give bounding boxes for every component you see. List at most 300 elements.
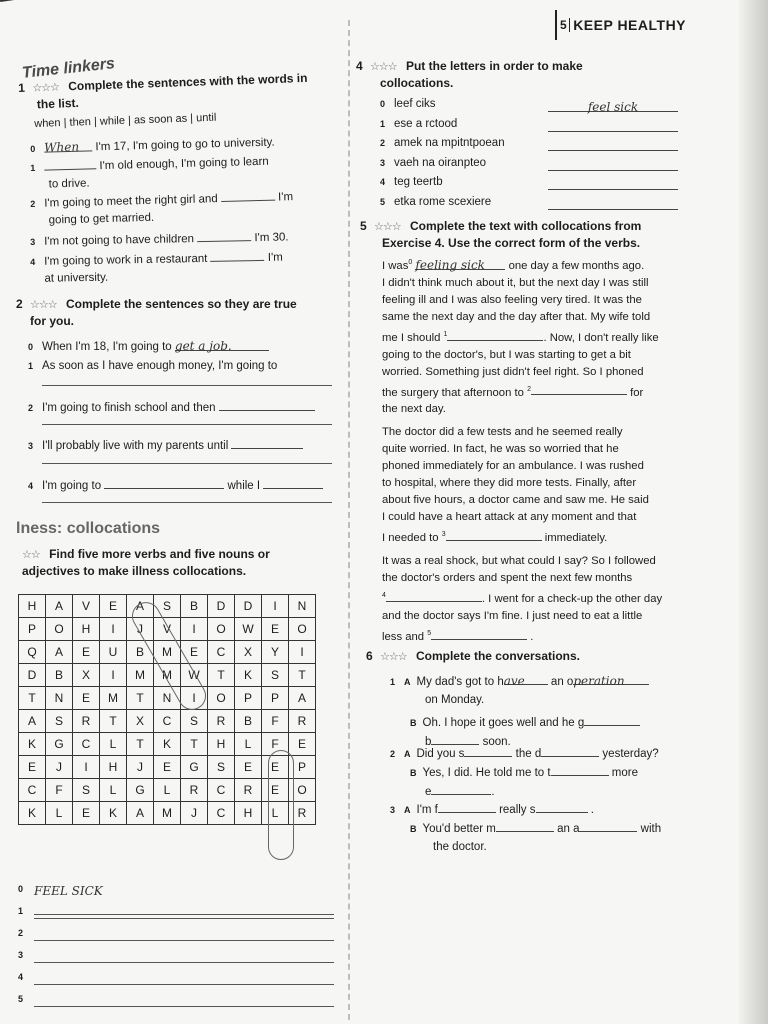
sentence-text: I'm going to finish school and then xyxy=(42,402,216,414)
grid-cell[interactable]: J xyxy=(127,756,154,779)
grid-cell[interactable]: S xyxy=(262,664,289,687)
answer-blank[interactable] xyxy=(548,118,678,132)
exercise-number: 4 xyxy=(356,59,363,73)
grid-cell[interactable]: P xyxy=(19,618,46,641)
answer-blank[interactable] xyxy=(548,157,678,171)
gap-number: 5 xyxy=(427,629,432,637)
grid-cell[interactable]: B xyxy=(46,664,73,687)
text: . I went for a check-up the other day xyxy=(481,592,663,605)
text-line xyxy=(382,625,722,646)
item-number: 0 xyxy=(30,143,36,154)
answer-blank[interactable] xyxy=(210,248,264,262)
grid-cell[interactable]: T xyxy=(127,733,154,756)
answer-blank[interactable] xyxy=(447,328,543,341)
grid-cell[interactable]: S xyxy=(208,756,235,779)
speaker-a: A xyxy=(404,805,411,815)
answer-blank[interactable] xyxy=(446,528,542,541)
answer-line[interactable] xyxy=(34,1006,334,1007)
answer-blank[interactable] xyxy=(541,744,599,757)
sentence-text: I'm xyxy=(277,191,294,204)
grid-cell[interactable]: C xyxy=(154,710,181,733)
text: . xyxy=(590,804,594,816)
sentence-text: As soon as I have enough money, I'm going to xyxy=(42,360,278,372)
answer-blank[interactable] xyxy=(584,713,640,726)
grid-cell[interactable]: M xyxy=(100,687,127,710)
item-number: 4 xyxy=(30,256,36,267)
grid-cell[interactable]: B xyxy=(181,595,208,618)
answer-blank[interactable] xyxy=(263,476,323,489)
item-number: 3 xyxy=(390,805,396,815)
answer-blank[interactable] xyxy=(548,196,678,210)
grid-cell[interactable]: P xyxy=(235,687,262,710)
grid-cell[interactable]: S xyxy=(73,779,100,802)
grid-cell[interactable]: T xyxy=(100,710,127,733)
grid-cell[interactable]: W xyxy=(181,664,208,687)
grid-cell[interactable]: C xyxy=(208,802,235,825)
answer-blank[interactable] xyxy=(231,436,303,449)
answer-line[interactable] xyxy=(42,385,332,386)
answer-number: 1 xyxy=(18,906,24,916)
exercise-4-heading xyxy=(356,58,686,91)
grid-cell[interactable]: M xyxy=(127,664,154,687)
item-number: 0 xyxy=(28,342,34,352)
answer-line[interactable] xyxy=(34,884,334,915)
answer-blank[interactable] xyxy=(464,744,512,757)
grid-cell[interactable]: B xyxy=(235,710,262,733)
grid-cell[interactable]: M xyxy=(154,802,181,825)
instruction-cont: for you. xyxy=(30,314,74,328)
gap-number: 4 xyxy=(382,592,386,600)
item-number: 1 xyxy=(30,162,36,173)
difficulty-stars: ☆☆☆ xyxy=(370,61,397,73)
grid-cell[interactable]: E xyxy=(73,687,100,710)
grid-cell[interactable]: K xyxy=(19,733,46,756)
gap-number: 0 xyxy=(408,259,413,266)
ex1-item-4 xyxy=(30,248,283,288)
text: one day a few months ago. xyxy=(508,259,645,272)
grid-cell[interactable]: L xyxy=(154,779,181,802)
text-line: going to the doctor's, but I was starting to get a bit xyxy=(382,348,631,361)
grid-cell[interactable]: H xyxy=(19,595,46,618)
grid-cell[interactable]: M xyxy=(154,641,181,664)
grid-cell[interactable]: R xyxy=(181,779,208,802)
instruction: Complete the text with collocations from xyxy=(409,219,642,233)
text: I was xyxy=(382,259,409,272)
scrambled-letters: amek na mpitntpoean xyxy=(394,137,505,149)
grid-cell[interactable]: I xyxy=(100,664,127,687)
answer-line[interactable] xyxy=(34,918,334,919)
text: Did you s xyxy=(416,748,465,760)
handwritten-answer: feel sick xyxy=(587,100,639,114)
conversation-1 xyxy=(390,672,720,751)
text-line: phoned immediately for an ambulance. I was rushed xyxy=(382,460,644,473)
answer-line[interactable] xyxy=(42,502,332,503)
exercise-2-heading xyxy=(16,296,336,329)
sentence-text: I'm 17, I'm going to go to university. xyxy=(95,136,275,154)
ex2-item-1 xyxy=(28,358,277,375)
page-corner-line xyxy=(0,0,60,2)
speaker-b: B xyxy=(410,824,417,834)
answer-blank[interactable] xyxy=(44,138,92,155)
item-number: 3 xyxy=(30,236,36,247)
answer-blank[interactable] xyxy=(44,156,96,170)
answer-blank[interactable] xyxy=(104,476,224,489)
grid-cell[interactable]: R xyxy=(73,710,100,733)
grid-cell[interactable]: P xyxy=(289,756,316,779)
answer-blank[interactable] xyxy=(548,137,678,151)
text-line: worried. Something just didn't feel right. So I phoned xyxy=(382,365,644,378)
grid-cell[interactable]: G xyxy=(181,756,208,779)
text: I needed to xyxy=(382,532,439,545)
handwritten-answer: get a job. xyxy=(174,339,232,353)
text: more xyxy=(611,767,638,779)
word-list-item: as soon as xyxy=(133,112,188,127)
sentence-text: I'm 30. xyxy=(254,231,289,245)
grid-cell[interactable]: E xyxy=(262,779,289,802)
speaker-b: B xyxy=(410,718,417,728)
difficulty-stars: ☆☆☆ xyxy=(380,651,407,663)
text: the d xyxy=(515,748,542,760)
grid-cell[interactable]: X xyxy=(127,710,154,733)
grid-cell[interactable]: R xyxy=(289,710,316,733)
grid-cell[interactable]: X xyxy=(73,664,100,687)
grid-cell[interactable]: X xyxy=(235,641,262,664)
scrambled-letters: teg teertb xyxy=(394,176,443,188)
text-line xyxy=(382,526,722,547)
exercise-5-text xyxy=(382,254,722,646)
grid-cell[interactable]: H xyxy=(208,733,235,756)
answer-number: 4 xyxy=(18,972,24,982)
grid-cell[interactable]: H xyxy=(235,802,262,825)
gap-number: 2 xyxy=(527,385,531,393)
text: You'd better m xyxy=(422,823,496,835)
grid-cell[interactable]: I xyxy=(73,756,100,779)
grid-cell[interactable]: L xyxy=(235,733,262,756)
handwritten-answer: ave xyxy=(503,674,525,688)
text-line: the doctor's orders and spent the next few months xyxy=(382,572,633,585)
grid-cell[interactable]: E xyxy=(73,802,100,825)
answer-blank[interactable] xyxy=(573,672,649,688)
instruction: Complete the sentences with the words in xyxy=(67,70,308,94)
ex2-item-2 xyxy=(28,398,315,417)
answer-blank[interactable] xyxy=(175,338,269,351)
grid-cell[interactable]: V xyxy=(73,595,100,618)
ex2-item-4 xyxy=(28,476,323,495)
grid-cell[interactable]: I xyxy=(181,618,208,641)
text: for xyxy=(630,386,644,399)
grid-cell[interactable]: Y xyxy=(262,641,289,664)
ex4-item xyxy=(380,135,505,152)
answer-blank[interactable] xyxy=(386,589,482,602)
handwritten-answer: FEEL SICK xyxy=(34,884,103,898)
answer-number: 0 xyxy=(18,884,24,894)
text: really s xyxy=(499,804,536,816)
conversation-3 xyxy=(390,800,720,856)
grid-cell[interactable]: C xyxy=(73,733,100,756)
item-number: 1 xyxy=(380,118,386,129)
exercise-6-heading xyxy=(366,648,580,665)
grid-cell[interactable]: O xyxy=(289,618,316,641)
sentence-text-cont: to drive. xyxy=(48,177,90,191)
grid-cell[interactable]: H xyxy=(73,618,100,641)
grid-cell[interactable]: E xyxy=(181,641,208,664)
scrambled-letters: ese a rctood xyxy=(394,117,458,130)
answer-blank[interactable] xyxy=(496,819,554,832)
ex2-item-3 xyxy=(28,436,303,455)
text: e xyxy=(425,786,432,798)
answer-blank[interactable] xyxy=(579,819,637,832)
grid-cell[interactable]: T xyxy=(208,664,235,687)
answer-blank[interactable] xyxy=(221,188,275,202)
grid-cell[interactable]: D xyxy=(235,595,262,618)
grid-cell[interactable]: Q xyxy=(19,641,46,664)
answer-line[interactable] xyxy=(34,940,334,941)
answer-blank[interactable] xyxy=(551,763,609,776)
grid-cell[interactable]: T xyxy=(181,733,208,756)
item-number: 2 xyxy=(390,749,396,759)
instruction-cont: adjectives to make illness collocations. xyxy=(22,564,247,578)
text-line: I didn't think much about it, but the next day I was still xyxy=(382,276,649,289)
text: on Monday. xyxy=(425,694,485,706)
handwritten-answer: peration xyxy=(573,674,625,688)
ex1-item-1 xyxy=(30,152,269,194)
sentence-text: I'm going to xyxy=(42,480,102,492)
text: Oh. I hope it goes well and he g xyxy=(422,717,585,729)
item-number: 3 xyxy=(380,157,386,168)
text: . Now, I don't really like xyxy=(543,331,659,344)
grid-cell[interactable]: J xyxy=(127,618,154,641)
grid-cell[interactable]: O xyxy=(289,779,316,802)
grid-cell[interactable]: E xyxy=(73,641,100,664)
conversation-2 xyxy=(390,744,720,801)
grid-cell[interactable]: E xyxy=(262,618,289,641)
answer-blank[interactable] xyxy=(548,176,678,190)
grid-cell[interactable]: J xyxy=(181,802,208,825)
answer-line[interactable] xyxy=(34,984,334,985)
gap-number: 1 xyxy=(443,330,448,338)
grid-cell[interactable]: N xyxy=(46,687,73,710)
exercise-number: 5 xyxy=(360,219,367,233)
header-divider xyxy=(569,18,570,32)
instruction-cont: collocations. xyxy=(380,76,454,90)
grid-cell[interactable]: U xyxy=(100,641,127,664)
word-list: when | then | while | as soon as | until xyxy=(34,111,217,130)
text-line xyxy=(382,326,722,347)
ex4-item xyxy=(380,155,486,172)
answer-blank[interactable] xyxy=(503,672,548,688)
grid-cell[interactable]: M xyxy=(154,664,181,687)
difficulty-stars: ☆☆ xyxy=(22,549,40,561)
section-title-collocations: lness: collocations xyxy=(16,520,161,537)
grid-cell[interactable]: T xyxy=(127,687,154,710)
exercise-3-heading xyxy=(22,546,342,579)
text: an o xyxy=(550,676,574,688)
grid-cell[interactable]: W xyxy=(235,618,262,641)
grid-row xyxy=(19,687,316,710)
grid-cell[interactable]: F xyxy=(262,710,289,733)
grid-cell[interactable]: R xyxy=(235,779,262,802)
grid-cell[interactable]: T xyxy=(289,664,316,687)
grid-cell[interactable]: R xyxy=(208,710,235,733)
grid-cell[interactable]: E xyxy=(154,756,181,779)
text: Yes, I did. He told me to t xyxy=(422,767,551,779)
grid-cell[interactable]: V xyxy=(154,618,181,641)
grid-cell[interactable]: C xyxy=(208,779,235,802)
exercise-number: 6 xyxy=(366,649,373,663)
answer-line[interactable] xyxy=(34,962,334,963)
grid-cell[interactable]: C xyxy=(19,779,46,802)
grid-cell[interactable]: R xyxy=(289,802,316,825)
text-line: and the doctor says I'm fine. I just need to eat a little xyxy=(382,609,643,622)
text: the surgery that afternoon to xyxy=(382,386,524,399)
grid-cell[interactable]: K xyxy=(154,733,181,756)
item-number: 1 xyxy=(390,677,396,687)
text-line: I could have a heart attack at any moment and that xyxy=(382,511,637,524)
text: the doctor. xyxy=(433,841,487,853)
page-edge-shadow xyxy=(738,0,768,1024)
text: yesterday? xyxy=(602,748,659,760)
grid-cell[interactable]: E xyxy=(235,756,262,779)
grid-cell[interactable]: I xyxy=(181,687,208,710)
text-line: about five hours, a doctor came and saw me. He said xyxy=(382,494,649,507)
grid-cell[interactable]: T xyxy=(19,687,46,710)
grid-cell[interactable]: A xyxy=(289,687,316,710)
grid-cell[interactable]: N xyxy=(154,687,181,710)
text-line: The doctor did a few tests and he seemed really xyxy=(382,426,623,439)
item-number: 5 xyxy=(380,196,386,207)
grid-cell[interactable]: F xyxy=(262,733,289,756)
text-line xyxy=(382,587,722,608)
instruction: Complete the sentences so they are true xyxy=(65,297,297,311)
answer-blank[interactable] xyxy=(548,98,678,112)
grid-cell[interactable]: H xyxy=(100,756,127,779)
grid-cell[interactable]: A xyxy=(127,802,154,825)
sentence-text: I'm going to meet the right girl and xyxy=(44,193,218,210)
grid-cell[interactable]: S xyxy=(46,710,73,733)
grid-cell[interactable]: K xyxy=(100,802,127,825)
grid-cell[interactable]: E xyxy=(100,595,127,618)
ex1-item-2 xyxy=(30,187,294,230)
item-number: 2 xyxy=(28,403,34,413)
handwritten-answer: feeling sick xyxy=(415,257,485,272)
answer-line[interactable] xyxy=(42,424,332,425)
grid-cell[interactable]: K xyxy=(19,802,46,825)
grid-cell[interactable]: O xyxy=(208,687,235,710)
scrambled-letters: etka rome scexiere xyxy=(394,195,492,208)
sentence-text: I'm not going to have children xyxy=(44,233,195,248)
grid-cell[interactable]: E xyxy=(19,756,46,779)
item-number: 2 xyxy=(30,198,36,209)
grid-cell[interactable]: D xyxy=(19,664,46,687)
handwritten-answer: When xyxy=(44,139,80,155)
text: me I should xyxy=(382,331,441,344)
grid-cell[interactable]: O xyxy=(208,618,235,641)
grid-cell[interactable]: L xyxy=(46,802,73,825)
grid-cell[interactable]: F xyxy=(46,779,73,802)
exercise-number: 1 xyxy=(18,80,26,95)
gap-number: 3 xyxy=(441,531,446,539)
word-list-item: while xyxy=(99,114,126,128)
answer-blank[interactable] xyxy=(197,228,251,242)
grid-cell[interactable]: D xyxy=(208,595,235,618)
grid-cell[interactable]: I xyxy=(289,641,316,664)
grid-cell[interactable]: G xyxy=(46,733,73,756)
grid-cell[interactable]: I xyxy=(100,618,127,641)
grid-cell[interactable]: S xyxy=(181,710,208,733)
grid-cell[interactable]: A xyxy=(46,595,73,618)
sentence-text-cont: at university. xyxy=(44,271,109,285)
grid-cell[interactable]: S xyxy=(154,595,181,618)
answer-blank[interactable] xyxy=(415,257,505,270)
item-number: 4 xyxy=(380,177,386,187)
text-line: feeling ill and I was also feeling very tired. It was the xyxy=(382,293,642,306)
grid-cell[interactable]: O xyxy=(46,618,73,641)
grid-cell[interactable]: C xyxy=(208,641,235,664)
section-title-time-linkers: Time linkers xyxy=(21,55,116,82)
grid-cell[interactable]: L xyxy=(262,802,289,825)
page-fold xyxy=(348,20,350,1020)
ex4-item xyxy=(380,116,457,133)
answer-number: 3 xyxy=(18,950,24,960)
grid-cell[interactable]: J xyxy=(46,756,73,779)
answer-blank[interactable] xyxy=(219,398,315,411)
grid-cell[interactable]: A xyxy=(19,710,46,733)
grid-cell[interactable]: G xyxy=(127,779,154,802)
sentence-text-cont: going to get married. xyxy=(48,211,155,227)
text: immediately. xyxy=(544,532,608,545)
sentence-text: I'm old enough, I'm going to learn xyxy=(99,155,269,173)
grid-cell[interactable]: E xyxy=(289,733,316,756)
grid-row xyxy=(19,595,316,618)
grid-cell[interactable]: L xyxy=(100,779,127,802)
answer-blank[interactable] xyxy=(531,382,627,395)
answer-blank[interactable] xyxy=(431,627,527,640)
answer-blank[interactable] xyxy=(438,800,496,813)
grid-cell[interactable]: K xyxy=(235,664,262,687)
text: with xyxy=(640,823,662,835)
answer-line[interactable] xyxy=(42,463,332,464)
instruction-cont: the list. xyxy=(36,95,80,112)
grid-cell[interactable]: E xyxy=(262,756,289,779)
difficulty-stars: ☆☆☆ xyxy=(374,221,401,233)
grid-cell[interactable]: L xyxy=(100,733,127,756)
grid-cell[interactable]: I xyxy=(262,595,289,618)
speaker-a: A xyxy=(404,677,411,687)
ex4-item xyxy=(380,96,436,113)
grid-cell[interactable]: A xyxy=(46,641,73,664)
answer-number: 2 xyxy=(18,928,24,938)
item-number: 2 xyxy=(380,138,386,148)
grid-cell[interactable]: B xyxy=(127,641,154,664)
item-number: 3 xyxy=(28,441,34,451)
text: I'm f xyxy=(416,804,438,816)
instruction: Complete the conversations. xyxy=(415,649,581,663)
grid-row xyxy=(19,710,316,733)
answer-blank[interactable] xyxy=(431,782,491,795)
text-line: the next day. xyxy=(382,403,446,416)
difficulty-stars: ☆☆☆ xyxy=(30,299,57,311)
word-list-item: until xyxy=(195,111,217,125)
grid-cell[interactable]: N xyxy=(289,595,316,618)
answer-number: 5 xyxy=(18,994,24,1004)
answer-blank[interactable] xyxy=(536,800,588,813)
header-bar xyxy=(555,10,557,40)
text: less and xyxy=(382,630,425,643)
grid-cell[interactable]: P xyxy=(262,687,289,710)
scrambled-letters: vaeh na oiranpteo xyxy=(394,156,487,169)
grid-cell[interactable]: A xyxy=(127,595,154,618)
grid-row xyxy=(19,733,316,756)
